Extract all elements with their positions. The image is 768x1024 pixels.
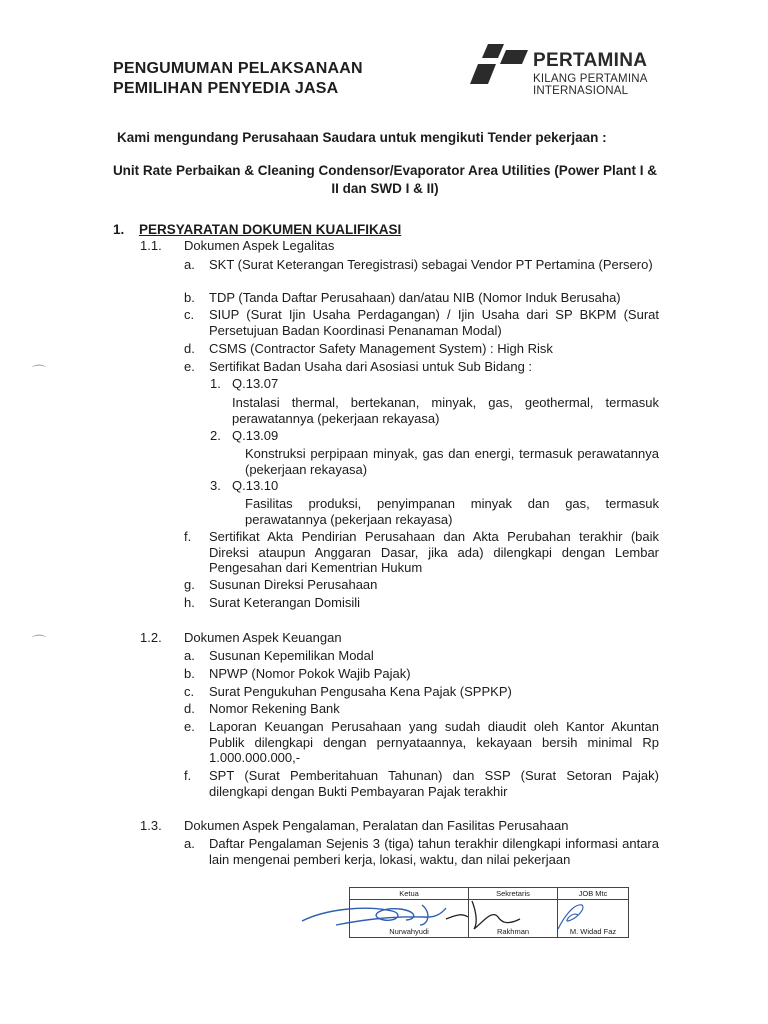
list-item: SIUP (Surat Ijin Usaha Perdagangan) / Ijin Usaha dari SP BKPM (Surat Persetujuan Badan Koordinasi Penanaman Modal) [209, 307, 659, 338]
margin-mark: ⌒ [32, 364, 46, 380]
sub-bidang-description: Instalasi thermal, bertekanan, minyak, gas, geothermal, termasuk perawatannya (pekerjaan rekayasa) [232, 395, 659, 426]
sub-bidang-description: Fasilitas produksi, penyimpanan minyak dan gas, termasuk perawatannya (pekerjaan rekayasa) [245, 496, 659, 527]
sublist-number: 1. [210, 376, 221, 391]
list-item: Nomor Rekening Bank [209, 701, 340, 716]
list-item: Susunan Kepemilikan Modal [209, 648, 374, 663]
signature-header: Sekretaris [469, 888, 558, 900]
subsection-number: 1.1. [140, 238, 162, 253]
subsection-title: Dokumen Aspek Legalitas [184, 238, 335, 253]
list-item: Surat Keterangan Domisili [209, 595, 361, 610]
logo-subtitle-line1: KILANG PERTAMINA [533, 73, 648, 85]
sub-bidang-code: Q.13.09 [232, 428, 279, 443]
subsection-title: Dokumen Aspek Keuangan [184, 630, 342, 645]
sublist-number: 3. [210, 478, 221, 493]
list-letter: c. [184, 684, 195, 699]
list-item: Daftar Pengalaman Sejenis 3 (tiga) tahun terakhir dilengkapi informasi antara lain mengenai pemberi kerja, lokasi, waktu, dan nilai pekerjaan [209, 836, 659, 867]
page-title-line1: PENGUMUMAN PELAKSANAAN [113, 60, 363, 77]
signatory-name: Nurwahyudi [350, 900, 469, 938]
sub-bidang-code: Q.13.07 [232, 376, 279, 391]
invitation-text: Kami mengundang Perusahaan Saudara untuk mengikuti Tender pekerjaan : [117, 130, 607, 145]
subsection-number: 1.2. [140, 630, 162, 645]
signatory-name: M. Widad Faz [558, 900, 629, 938]
list-letter: e. [184, 719, 195, 734]
list-item: SKT (Surat Keterangan Teregistrasi) sebagai Vendor PT Pertamina (Persero) [209, 257, 653, 272]
margin-mark: ⌒ [32, 634, 46, 650]
logo-subtitle-line2: INTERNASIONAL [533, 85, 629, 97]
sublist-number: 2. [210, 428, 221, 443]
subsection-number: 1.3. [140, 818, 162, 833]
list-item: Sertifikat Badan Usaha dari Asosiasi untuk Sub Bidang : [209, 359, 533, 374]
signatory-name: Rakhman [469, 900, 558, 938]
list-letter: a. [184, 257, 195, 272]
list-item: Susunan Direksi Perusahaan [209, 577, 378, 592]
list-item: Surat Pengukuhan Pengusaha Kena Pajak (SPPKP) [209, 684, 512, 699]
list-letter: a. [184, 648, 195, 663]
list-letter: f. [184, 529, 192, 544]
list-item: Laporan Keuangan Perusahaan yang sudah diaudit oleh Kantor Akuntan Publik dilengkapi dengan pernyataannya, kekayaan bersih minimal Rp 1.000.000.000,- [209, 719, 659, 765]
list-letter: b. [184, 290, 195, 305]
list-item: TDP (Tanda Daftar Perusahaan) dan/atau NIB (Nomor Induk Berusaha) [209, 290, 621, 305]
logo-name: PERTAMINA [533, 50, 648, 71]
list-letter: h. [184, 595, 195, 610]
signature-header: JOB Mtc [558, 888, 629, 900]
list-letter: e. [184, 359, 195, 374]
list-item: SPT (Surat Pemberitahuan Tahunan) dan SSP (Surat Setoran Pajak) dilengkapi dengan Bukti Pembayaran Pajak terakhir [209, 768, 659, 799]
signature-header: Ketua [350, 888, 469, 900]
list-item: NPWP (Nomor Pokok Wajib Pajak) [209, 666, 411, 681]
handwritten-signatures [296, 895, 616, 935]
pertamina-logo-icon [470, 44, 528, 84]
list-letter: a. [184, 836, 195, 851]
list-item: CSMS (Contractor Safety Management System) : High Risk [209, 341, 553, 356]
page-title-line2: PEMILIHAN PENYEDIA JASA [113, 80, 339, 97]
subsection-title: Dokumen Aspek Pengalaman, Peralatan dan Fasilitas Perusahaan [184, 818, 569, 833]
list-item: Sertifikat Akta Pendirian Perusahaan dan Akta Perubahan terakhir (baik Direksi ataupun Anggaran Dasar, jika ada) dilengkapi dengan Lembar Pengesahan dari Kementrian Hukum [209, 529, 659, 575]
section-number: 1. [113, 222, 125, 237]
section-title: PERSYARATAN DOKUMEN KUALIFIKASI [139, 222, 402, 237]
sub-bidang-code: Q.13.10 [232, 478, 279, 493]
project-title: Unit Rate Perbaikan & Cleaning Condensor/Evaporator Area Utilities (Power Plant I & II dan SWD I & II) [112, 163, 658, 196]
list-letter: d. [184, 341, 195, 356]
list-letter: c. [184, 307, 195, 322]
list-letter: f. [184, 768, 192, 783]
list-letter: g. [184, 577, 195, 592]
list-letter: b. [184, 666, 195, 681]
sub-bidang-description: Konstruksi perpipaan minyak, gas dan energi, termasuk perawatannya (pekerjaan rekayasa) [245, 446, 659, 477]
list-letter: d. [184, 701, 195, 716]
